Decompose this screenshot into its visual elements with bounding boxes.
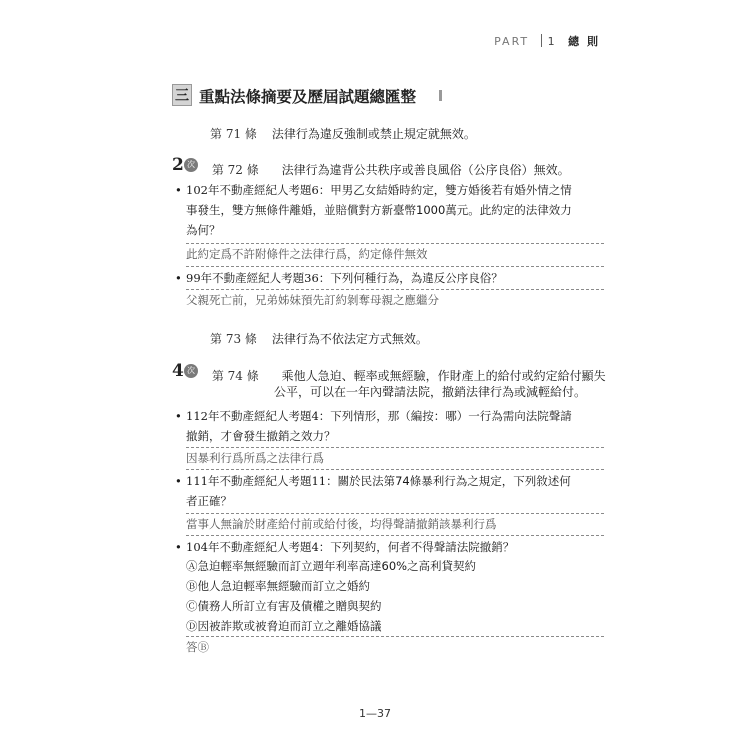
header-part-number: 1 [547,35,557,48]
answer-2: 父親死亡前，兄弟姊妹預先訂約剝奪母親之應繼分 [186,293,439,307]
question-ref: 112年不動產經紀人考題4： [186,409,331,423]
article-72 [172,155,570,180]
bullet: • [175,183,182,197]
bullet: • [175,271,182,285]
article-label: 第 74 條 [211,369,259,383]
divider [186,266,604,267]
divider [186,243,604,244]
bullet: • [175,474,182,488]
question-text-line1: 下列情形，那（編按：哪）一行為需向法院聲請 [330,409,572,423]
section-title: 重點法條摘要及歷屆試題總匯整 [199,88,417,106]
divider [186,447,604,448]
divider [186,289,604,290]
option-a: Ⓐ急迫輕率無經驗而訂立週年利率高達60%之高利貸契約 [186,559,477,573]
question-2 [175,270,503,287]
section-number-badge: 三 [172,84,192,106]
question-text-line1: 甲男乙女結婚時約定，雙方婚後若有婚外情之情 [330,183,572,197]
answer-4: 當事人無論於財產給付前或給付後，均得聲請撤銷該暴利行爲 [186,517,497,531]
exam-count: 2 [172,155,184,175]
question-4 [175,473,606,510]
divider [186,535,604,536]
option-d: Ⓓ因被詐欺或被脅迫而訂立之離婚協議 [186,619,382,633]
article-73 [210,330,428,347]
divider [186,636,604,637]
header-divider [541,34,542,47]
exam-count-suffix: 次 [184,364,198,378]
header-section: 總 則 [568,35,600,48]
section-heading [172,84,457,106]
article-text-line1: 乘他人急迫、輕率或無經驗，作財產上的給付或約定給付顯失 [281,369,606,383]
question-text-line1: 下列何種行為，為違反公序良俗？ [330,271,503,285]
answer-1: 此約定爲不許附條件之法律行爲，約定條件無效 [186,247,428,261]
article-71 [210,125,476,142]
question-ref: 111年不動產經紀人考題11： [186,474,338,488]
question-text-line1: 下列契約，何者不得聲請法院撤銷？ [330,540,515,554]
question-ref: 99年不動產經紀人考題36： [186,271,331,285]
option-c: Ⓒ債務人所訂立有害及債權之贈與契約 [186,599,382,613]
exam-count: 4 [172,361,184,381]
question-ref: 104年不動產經紀人考題4： [186,540,331,554]
page-number: 1—37 [359,707,391,720]
question-text-line2: 者正確？ [186,494,232,508]
question-ref: 102年不動產經紀人考題6： [186,183,331,197]
running-header [494,33,600,49]
article-label: 第 73 條 [210,332,257,346]
question-text-line2: 事發生，雙方無條件離婚，並賠償對方新臺幣1000萬元。此約定的法律效力 [186,203,572,217]
article-text: 法律行為違背公共秩序或善良風俗（公序良俗）無效。 [281,163,570,177]
question-5 [175,539,515,556]
article-text: 法律行為不依法定方式無效。 [271,332,428,346]
exam-count-suffix: 次 [184,158,198,172]
header-part: PART [494,35,530,48]
article-label: 第 71 條 [210,127,257,141]
divider [186,469,604,470]
question-text-line1: 關於民法第74條暴利行為之規定，下列敘述何 [337,474,571,488]
section-title-bar [439,90,442,101]
option-b: Ⓑ他人急迫輕率無經驗而訂立之婚約 [186,579,370,593]
answer-3: 因暴利行爲所爲之法律行爲 [186,451,324,465]
answer-5: 答Ⓑ [186,640,209,654]
question-text-line3: 為何？ [186,223,221,237]
article-text: 法律行為違反強制或禁止規定就無效。 [271,127,476,141]
divider [186,513,604,514]
question-3 [175,408,606,445]
bullet: • [175,409,182,423]
question-text-line2: 撤銷，才會發生撤銷之效力？ [186,429,336,443]
article-74-line2: 公平，可以在一年內聲請法院，撤銷法律行為或減輕給付。 [274,385,587,399]
bullet: • [175,540,182,554]
question-1 [175,182,606,239]
exam-count-badge [172,155,202,177]
article-label: 第 72 條 [211,163,259,177]
exam-count-badge [172,361,202,383]
